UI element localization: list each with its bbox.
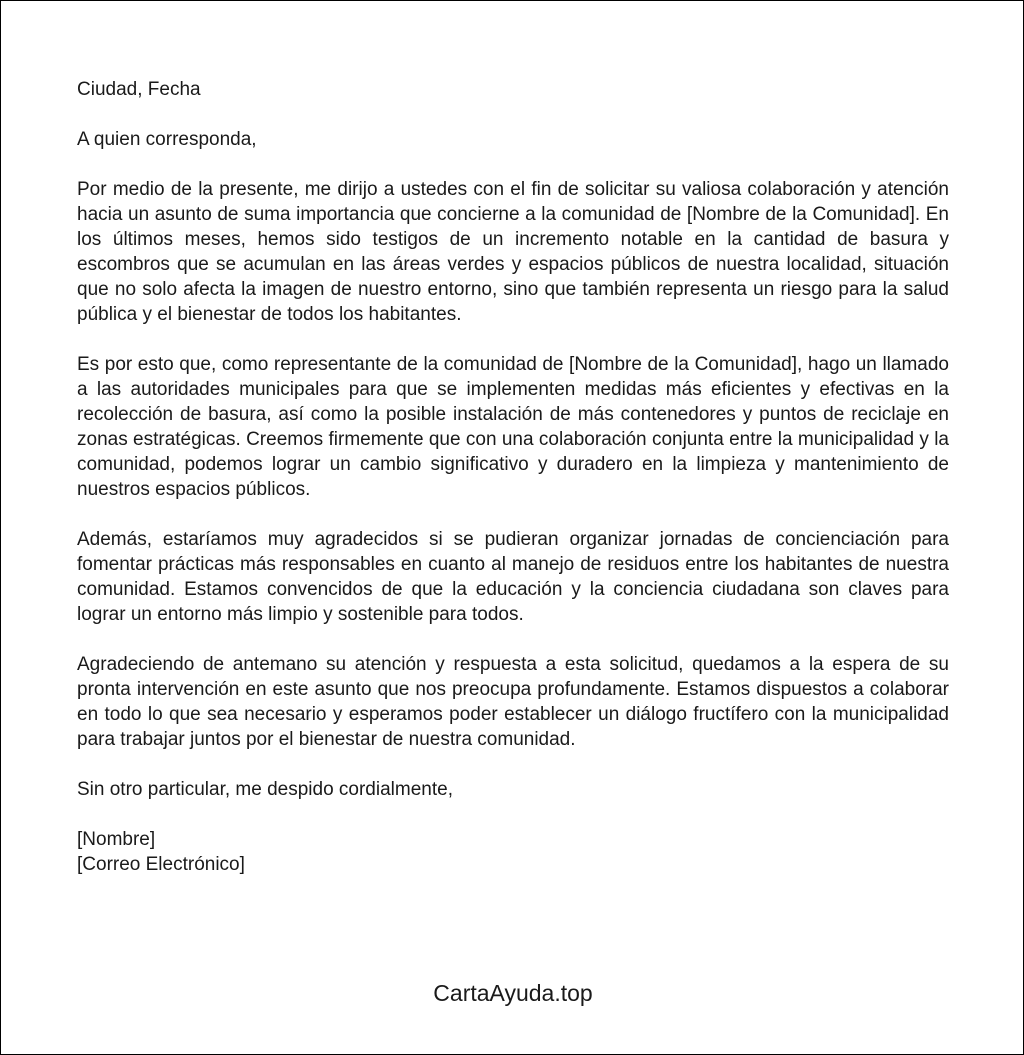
closing: Sin otro particular, me despido cordialmente, (77, 779, 453, 800)
paragraph-4: Agradeciendo de antemano su atención y respuesta a esta solicitud, quedamos a la espera de su pronta intervención en este asunto que nos preocupa profundamente. Estamos dispuestos a colaborar en todo lo que sea necesario y esperamos poder establecer un diálogo fructífero con la municipalidad para trabajar juntos por el bienestar de nuestra comunidad. (77, 654, 949, 750)
letter-body (77, 77, 949, 877)
signature-email: [Correo Electrónico] (77, 854, 245, 875)
paragraph-3: Además, estaríamos muy agradecidos si se pudieran organizar jornadas de concienciación para fomentar prácticas más responsables en cuanto al manejo de residuos entre los habitantes de nuestra comunidad. Estamos convencidos de que la educación y la conciencia ciudadana son claves para lograr un entorno más limpio y sostenible para todos. (77, 529, 949, 625)
greeting: A quien corresponda, (77, 129, 257, 150)
place-date: Ciudad, Fecha (77, 79, 201, 100)
footer-site: CartaAyuda.top (433, 980, 593, 1006)
signature-name: [Nombre] (77, 829, 156, 850)
paragraph-2: Es por esto que, como representante de la comunidad de [Nombre de la Comunidad], hago un llamado a las autoridades municipales para que se implementen medidas más eficientes y efectivas en la recolección de basura, así como la posible instalación de más contenedores y puntos de reciclaje en zonas estratégicas. Creemos firmemente que con una colaboración conjunta entre la municipalidad y la comunidad, podemos lograr un cambio significativo y duradero en la limpieza y mantenimiento de nuestros espacios públicos. (77, 354, 949, 500)
paragraph-1: Por medio de la presente, me dirijo a ustedes con el fin de solicitar su valiosa colaboración y atención hacia un asunto de suma importancia que concierne a la comunidad de [Nombre de la Comunidad]. En los últimos meses, hemos sido testigos de un incremento notable en la cantidad de basura y escombros que se acumulan en las áreas verdes y espacios públicos de nuestra localidad, situación que no solo afecta la imagen de nuestro entorno, sino que también representa un riesgo para la salud pública y el bienestar de todos los habitantes. (77, 179, 949, 325)
